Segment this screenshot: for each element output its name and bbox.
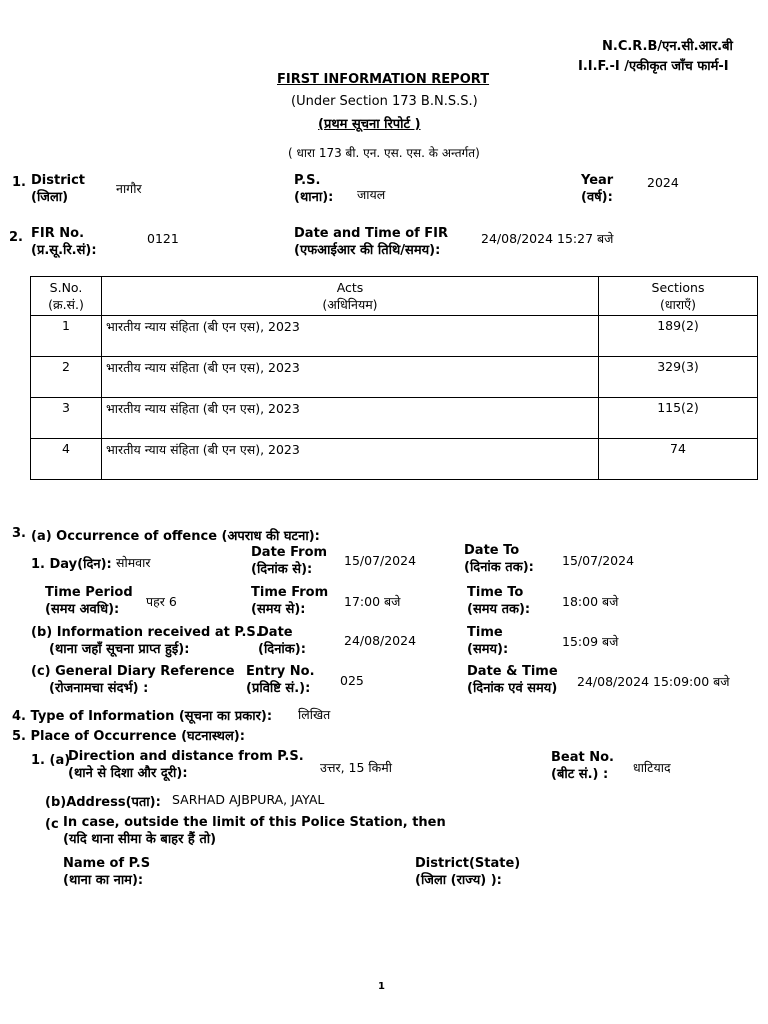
date-from-label (251, 544, 327, 578)
info-date-value: 24/08/2024 (344, 633, 417, 648)
form-label: I.I.F.-I /एकीकृत जाँच फार्म-I (578, 59, 729, 74)
gd-reference-label-en: (c) General Diary Reference (31, 664, 235, 679)
day-label: 1. Day(दिन): (31, 557, 112, 572)
date-from-label-en: Date From (251, 545, 328, 560)
outside-limit-label-en: In case, outside the limit of this Police Station, then (63, 815, 446, 830)
outside-limit-label (63, 814, 446, 848)
section3-number: 3. (12, 526, 26, 541)
ncrb-label: N.C.R.B/एन.सी.आर.बी (602, 39, 733, 54)
info-received-label-en: (b) Information received at P.S. (31, 625, 261, 640)
info-time-label (467, 624, 508, 658)
outside-limit-marker: (c (45, 817, 59, 832)
table-row (31, 398, 758, 439)
row-sno: 2 (31, 357, 102, 398)
sections-header-en: Sections (651, 280, 705, 295)
fir-datetime-label (294, 225, 448, 259)
direction-label-hi: (थाने से दिशा और दूरी): (68, 766, 188, 781)
sections-header (599, 277, 758, 316)
direction-label (68, 748, 304, 782)
page-number: 1 (378, 981, 385, 992)
table-row (31, 316, 758, 357)
fir-value: 0121 (147, 231, 179, 246)
time-period-label (45, 584, 133, 618)
info-time-label-en: Time (467, 625, 503, 640)
sno-header (31, 277, 102, 316)
fir-datetime-value: 24/08/2024 15:27 बजे (481, 231, 614, 246)
ps-value: जायल (357, 187, 386, 202)
outside-limit-label-hi: (यदि थाना सीमा के बाहर हैं तो) (63, 832, 217, 847)
sections-header-hi: (धाराएँ) (660, 297, 696, 312)
info-time-value: 15:09 बजे (562, 634, 619, 649)
time-from-label-en: Time From (251, 585, 329, 600)
type-info-value: लिखित (298, 707, 331, 722)
ps-label-en: P.S. (294, 173, 321, 188)
row-section: 74 (599, 439, 758, 480)
day-value: सोमवार (116, 555, 151, 570)
time-period-label-hi: (समय अवधि): (45, 602, 120, 617)
entry-no-label-hi: (प्रविष्टि सं.): (246, 681, 311, 696)
row-section: 189(2) (599, 316, 758, 357)
date-time-value: 24/08/2024 15:09:00 बजे (577, 674, 730, 689)
year-label-hi: (वर्ष): (581, 190, 613, 205)
info-date-label-hi: (दिनांक): (258, 642, 306, 657)
gd-reference-label-hi: (रोजनामचा संदर्भ) : (49, 681, 149, 696)
beat-label (551, 749, 614, 783)
fir-datetime-label-en: Date and Time of FIR (294, 226, 449, 241)
sno-header-hi: (क्र.सं.) (48, 297, 84, 312)
time-from-label (251, 584, 328, 618)
entry-no-value: 025 (340, 673, 364, 688)
fir-label (31, 225, 97, 259)
date-to-label-en: Date To (464, 543, 520, 558)
row-act: भारतीय न्याय संहिता (बी एन एस), 2023 (102, 398, 599, 439)
fir-label-en: FIR No. (31, 226, 85, 241)
date-from-label-hi: (दिनांक से): (251, 562, 313, 577)
time-to-label-hi: (समय तक): (467, 602, 531, 617)
district-label-en: District (31, 173, 85, 188)
sno-header-en: S.No. (49, 280, 83, 295)
info-time-label-hi: (समय): (467, 642, 509, 657)
gd-reference-label (31, 663, 235, 697)
time-period-value: पहर 6 (146, 594, 177, 609)
title-hindi: (प्रथम सूचना रिपोर्ट ) (318, 117, 421, 132)
row-sno: 4 (31, 439, 102, 480)
row-section: 329(3) (599, 357, 758, 398)
row2-number: 2. (9, 230, 23, 245)
table-row (31, 357, 758, 398)
date-time-label-en: Date & Time (467, 664, 558, 679)
date-to-value: 15/07/2024 (562, 553, 635, 568)
entry-no-label (246, 663, 315, 697)
type-info-label: 4. Type of Information (सूचना का प्रकार): (12, 709, 273, 724)
time-period-label-en: Time Period (45, 585, 133, 600)
district-state-label-hi: (जिला (राज्य) ): (415, 873, 502, 888)
time-from-label-hi: (समय से): (251, 602, 306, 617)
place-label: 5. Place of Occurrence (घटनास्थल): (12, 729, 245, 744)
acts-header-hi: (अधिनियम) (322, 297, 378, 312)
beat-label-hi: (बीट सं.) : (551, 767, 609, 782)
year-value: 2024 (647, 175, 679, 190)
date-time-label-hi: (दिनांक एवं समय) (467, 681, 558, 696)
date-to-label-hi: (दिनांक तक): (464, 560, 534, 575)
name-of-ps-label-hi: (थाना का नाम): (63, 873, 144, 888)
direction-value: उत्तर, 15 किमी (320, 760, 392, 775)
time-to-label (467, 584, 530, 618)
acts-table-header (31, 277, 758, 316)
info-date-label-en: Date (258, 625, 293, 640)
row-sno: 3 (31, 398, 102, 439)
district-label-hi: (जिला) (31, 190, 69, 205)
row-act: भारतीय न्याय संहिता (बी एन एस), 2023 (102, 357, 599, 398)
ps-label-hi: (थाना): (294, 190, 334, 205)
time-from-value: 17:00 बजे (344, 594, 401, 609)
name-of-ps-label (63, 855, 150, 889)
row-section: 115(2) (599, 398, 758, 439)
page-title: FIRST INFORMATION REPORT (277, 72, 490, 87)
date-from-value: 15/07/2024 (344, 553, 417, 568)
acts-header-en: Acts (336, 280, 364, 295)
district-state-label-en: District(State) (415, 856, 521, 871)
section-en: (Under Section 173 B.N.S.S.) (291, 94, 478, 109)
ps-label (294, 172, 333, 206)
entry-no-label-en: Entry No. (246, 664, 315, 679)
time-to-value: 18:00 बजे (562, 594, 619, 609)
address-value: SARHAD AJBPURA, JAYAL (172, 792, 325, 807)
section-hindi: ( धारा 173 बी. एन. एस. एस. के अन्तर्गत) (288, 146, 480, 160)
year-label (581, 172, 613, 206)
beat-label-en: Beat No. (551, 750, 614, 765)
district-value: नागौर (116, 181, 142, 196)
year-label-en: Year (581, 173, 614, 188)
info-received-label-hi: (थाना जहाँ सूचना प्राप्त हुई): (49, 642, 190, 657)
time-to-label-en: Time To (467, 585, 524, 600)
occurrence-heading: (a) Occurrence of offence (अपराध की घटना): (31, 529, 320, 544)
row-sno: 1 (31, 316, 102, 357)
acts-table (30, 276, 758, 480)
beat-value: धाटियाद (633, 760, 671, 775)
address-label: (b)Address(पता): (45, 795, 161, 810)
acts-header (102, 277, 599, 316)
district-state-label (415, 855, 520, 889)
row-act: भारतीय न्याय संहिता (बी एन एस), 2023 (102, 439, 599, 480)
date-time-label (467, 663, 558, 697)
table-row (31, 439, 758, 480)
info-date-label (258, 624, 306, 658)
name-of-ps-label-en: Name of P.S (63, 856, 151, 871)
direction-label-en: Direction and distance from P.S. (68, 749, 304, 764)
direction-number: 1. (a) (31, 753, 71, 768)
date-to-label (464, 542, 534, 576)
info-received-label (31, 624, 261, 658)
row1-number: 1. (12, 175, 26, 190)
row-act: भारतीय न्याय संहिता (बी एन एस), 2023 (102, 316, 599, 357)
fir-label-hi: (प्र.सू.रि.सं): (31, 243, 97, 258)
fir-datetime-label-hi: (एफआईआर की तिथि/समय): (294, 243, 441, 258)
district-label (31, 172, 85, 206)
